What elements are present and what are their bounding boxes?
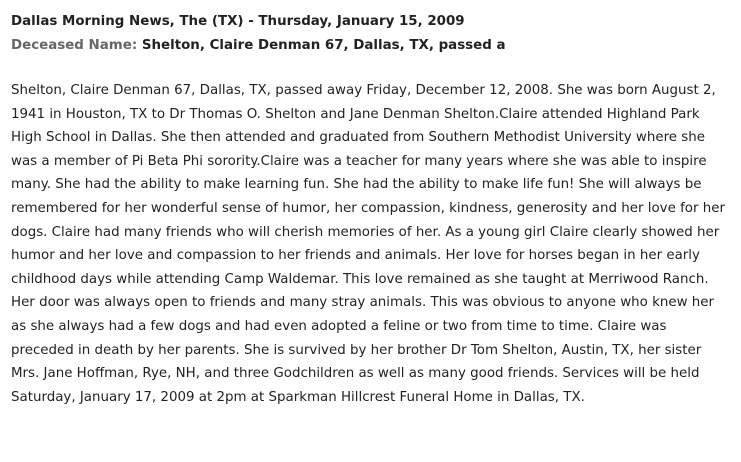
deceased-name-line	[11, 34, 736, 58]
obituary-header	[11, 10, 736, 58]
obituary-text: Shelton, Claire Denman 67, Dallas, TX, passed away Friday, December 12, 2008. She was born August 2, 1941 in Houston, TX to Dr Thomas O. Shelton and Jane Denman Shelton.Claire attended Highland Park High School in Dallas. She then attended and graduated from Southern Methodist University where she was a member of Pi Beta Phi sorority.Claire was a teacher for many years where she was able to inspire many. She had the ability to make learning fun. She had the ability to make life fun! She will always be remembered for her wonderful sense of humor, her compassion, kindness, generosity and her love for her dogs. Claire had many friends who will cherish memories of her. As a young girl Claire clearly showed her humor and her love and compassion to her friends and animals. Her love for horses began in her early childhood days while attending Camp Waldemar. This love remained as she taught at Merriwood Ranch. Her door was always open to friends and many stray animals. This was obvious to anyone who knew her as she always had a few dogs and had even adopted a feline or two from time to time. Claire was preceded in death by her parents. She is survived by her brother Dr Tom Shelton, Austin, TX, her sister Mrs. Jane Hoffman, Rye, NH, and three Godchildren as well as many good friends. Services will be held Saturday, January 17, 2009 at 2pm at Sparkman Hillcrest Funeral Home in Dallas, TX.	[11, 83, 725, 405]
deceased-name-value: Shelton, Claire Denman 67, Dallas, TX, passed a	[141, 38, 506, 53]
publication-line	[11, 10, 736, 34]
publication-separator: -	[243, 14, 259, 29]
deceased-name-label: Deceased Name:	[11, 38, 138, 53]
publication-date: Thursday, January 15, 2009	[258, 14, 465, 29]
publication-name: Dallas Morning News, The (TX)	[11, 14, 244, 29]
